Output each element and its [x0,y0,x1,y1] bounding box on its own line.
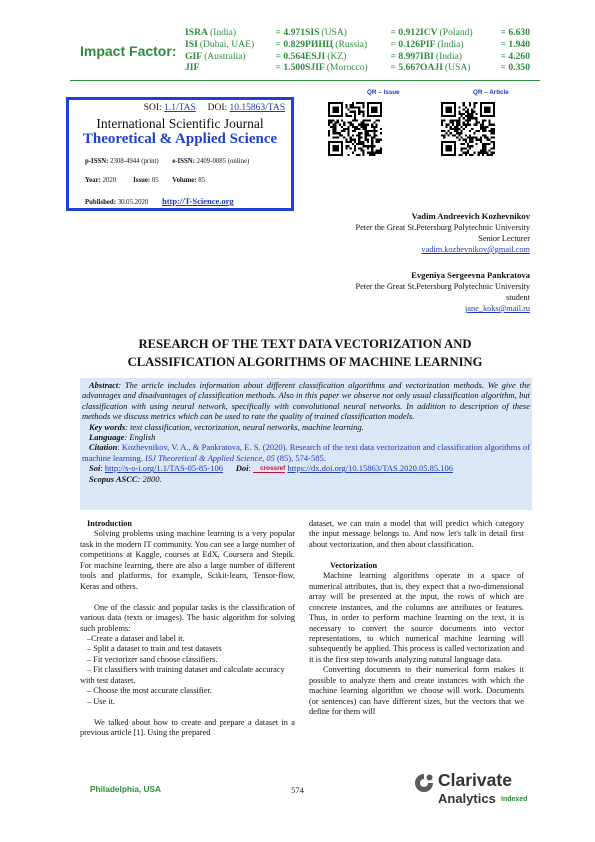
keywords-paragraph [82,422,530,432]
body-column-left [80,519,295,738]
clarivate-analytics: Analytics [438,791,496,806]
header-divider [70,80,540,81]
journal-title-line2: Theoretical & Applied Science [82,131,278,147]
year-value: 2020 [102,177,117,184]
pissn-value: 2308-4944 (print) [110,158,159,165]
abstract-block [80,378,532,510]
section-heading-introduction: Introduction [87,519,133,528]
impact-factor-row [185,62,530,74]
impact-factor-cell [185,62,305,74]
impact-factor-country: (Dubai, UAE) [199,38,255,50]
doi-short-label: Doi [235,463,249,474]
body-paragraph: Solving problems using machine learning is a very popular task in the modern IT community. You can see a large number of competitions at Kaggle, courses at EdX, Coursera and Stepik. For machine learning, there are also a large number of different tools and platforms, for example, Scikit-learn, Tensor-flow, Keras and others. [80,529,295,591]
impact-factor-country: (Australia) [204,50,246,62]
paper-title-line2: CLASSIFICATION ALGORITHMS OF MACHINE LEARNING [127,355,483,369]
impact-factor-cell [185,51,305,63]
citation-pages: (85), 574-585. [274,452,326,463]
impact-factor-cell [420,39,530,51]
identifiers-paragraph: Soi: http://s-o-i.org/1.1/TAS-05-85-106 Doi: crossref https://dx.doi.org/10.15863/TAS.2020.05.85.106 [89,463,454,474]
clarivate-badge [413,770,543,815]
author-position: Senior Lecturer [478,234,530,243]
impact-factor-index: РИНЦ [305,38,334,50]
soi-link[interactable]: 1.1/TAS [164,103,196,113]
keywords-text: : text classification, vectorization, neural networks, machine learning. [125,421,364,432]
author-2 [355,270,530,314]
impact-factor-value: = 0.126 [390,38,420,50]
year-label: Year: [85,177,101,184]
impact-factor-country: (India) [437,38,464,50]
list-item: – Fit classifiers with training dataset and calculate accuracy with test dataset. [80,665,285,685]
language-paragraph [82,432,530,442]
impact-factor-row [185,39,530,51]
body-column-right [309,519,524,718]
author-affiliation: Peter the Great St.Petersburg Polytechnic University [355,223,530,232]
soi-label: SOI: [143,103,162,113]
list-item: – Choose the most accurate classifier. [87,686,212,696]
impact-factor-cell [420,51,530,63]
abstract-paragraph [82,380,530,422]
soi-article-link[interactable]: http://s-o-i.org/1.1/TAS-05-85-106 [104,463,224,474]
impact-factor-cell [305,39,420,51]
impact-factor-value: = 0.350 [500,62,530,74]
language-label: Language [89,432,125,443]
footer-city: Philadelphia, USA [90,784,161,794]
clarivate-wordmark: Clarivate [438,770,512,790]
impact-factor-country: (Morocco) [326,62,368,74]
doi-label: DOI: [207,103,228,113]
impact-factor-country: (Poland) [439,27,473,38]
pissn-label: p-ISSN: [85,158,109,165]
body-paragraph: Converting documents to their numerical form makes it possible to analyze them and create instances with which the machine learning algorithm we choose will work. Documents (or sentences) can have different sizes, but the vectors that we define for them will [309,665,524,717]
impact-factor-index: ICV [420,27,438,38]
scopus-label: Scopus ASCC [89,473,138,484]
list-item: –Create a dataset and label it. [87,633,185,643]
citation-journal: ISJ Theoretical & Applied Science, 05 [145,452,275,463]
qr-article-code[interactable] [441,102,495,156]
volume-label: Volume: [172,177,197,184]
impact-factor-value: = 0.829 [275,38,305,50]
impact-factor-value: = 6.630 [500,27,530,38]
list-item: – Split a dataset to train and test datasets [87,644,222,654]
eissn-label: e-ISSN: [172,158,195,165]
journal-site-link[interactable]: http://T-Science.org [161,196,234,206]
issue-label: Issue: [133,177,151,184]
impact-factor-country: (Russia) [335,38,368,50]
journal-info-box [66,97,294,211]
journal-title-line1: International Scientific Journal [96,116,264,131]
impact-factor-index: GIF [185,50,203,62]
body-paragraph: One of the classic and popular tasks is the classification of various data (texts or images). The basic algorithm for solving such problems: [80,602,295,633]
impact-factor-country: (USA) [321,27,347,38]
impact-factor-table [185,27,530,74]
impact-factor-cell [420,62,530,74]
scopus-value: : 2800. [137,473,162,484]
impact-factor-index: ISRA [185,27,208,38]
impact-factor-index: JIF [185,62,200,74]
paper-title [70,335,540,371]
impact-factor-label: Impact Factor: [80,43,177,59]
abstract-label: Abstract [89,380,119,390]
crossref-logo[interactable]: crossref [253,465,285,473]
body-paragraph: We talked about how to create and prepare a dataset in a previous article [1]. Using the prepared [80,717,295,738]
impact-factor-value: = 4.260 [500,50,530,62]
body-paragraph: dataset, we can train a model that will predict which category the input message belongs to. And now let's talk in detail first about vectorization, and then about classification. [309,519,524,549]
impact-factor-index: SIS [305,27,320,38]
published-label: Published: [85,199,116,206]
impact-factor-country: (India) [435,50,462,62]
doi-article-link[interactable]: https://dx.doi.org/10.15863/TAS.2020.05.85.106 [287,463,454,474]
journal-published [85,196,234,206]
author-email-link[interactable]: vadim.kozhevnikov@gmail.com [421,245,530,254]
keywords-label: Key words [89,421,126,432]
impact-factor-row [185,27,530,39]
citation-paragraph [82,442,530,463]
impact-factor-value: = 1.500 [275,62,305,74]
impact-factor-country: (USA) [444,62,471,74]
impact-factor-value: = 8.997 [390,50,420,62]
impact-factor-index: SJIF [305,62,325,74]
author-email-link[interactable]: jane_koks@mail.ru [464,304,530,313]
page-number: 574 [291,785,304,795]
soi-short-label: Soi [89,463,101,474]
impact-factor-cell [305,27,420,39]
issue-value: 05 [151,177,159,184]
author-name: Vadim Andreevich Kozhevnikov [411,211,530,221]
body-paragraph: Machine learning algorithms operate in a space of numerical attributes, that is, they expect that a two-dimensional array will be presented at the input, the rows of which are concrete instances, and the columns are attributes or features. Thus, in order to perform machine learning on the text, it is necessary to convert the source documents into vector representations, to which numerical machine learning will subsequently be applied. This process is called vectorization and it is the first step towards analyzing natural language data. [309,571,524,664]
impact-factor-cell [305,62,420,74]
qr-issue-code[interactable] [328,102,382,156]
list-item: – Fit vectorizer sand choose classifiers. [87,654,218,664]
impact-factor-country: (KZ) [327,50,347,62]
impact-factor-country: (India) [209,27,237,38]
author-position: student [506,293,530,302]
impact-factor-cell [420,27,530,39]
impact-factor-value: = 1.940 [500,38,530,50]
impact-factor-cell [305,51,420,63]
paper-title-line1: RESEARCH OF THE TEXT DATA VECTORIZATION AND [138,337,472,351]
abstract-text: : The article includes information about different classification algorithms and vectorization methods. We give the advantages and disadvantages of classification methods. Also in this paper we observe not only usual classification algorithm, but classification with using neural network, specifically with convolutional neural networks. In addition to description of these methods we discuss metrics which can be used to rate the quality of trained classification models. [82,380,530,422]
impact-factor-cell [185,27,305,39]
impact-factor-value: = 4.971 [275,27,305,38]
scopus-paragraph [82,474,530,484]
journal-issn [85,158,249,165]
impact-factor-cell [185,39,305,51]
author-affiliation: Peter the Great St.Petersburg Polytechnic University [355,282,530,291]
author-name: Evgeniya Sergeevna Pankratova [411,270,530,280]
journal-issue-meta [85,177,205,184]
section-heading-vectorization: Vectorization [330,560,378,570]
impact-factor-row [185,51,530,63]
qr-article-label: QR – Article [473,89,509,96]
language-text: : English [124,432,156,443]
citation-text: : Kozhevnikov, V. A., & Pankratova, E. S. (2020). Research of the text data vectorization and classification algorithms of machine learning. [82,442,530,463]
impact-factor-index: IBI [420,50,434,62]
volume-value: 85 [198,177,206,184]
impact-factor-index: ESJI [305,50,326,62]
journal-identifiers [144,103,285,113]
impact-factor-index: PIF [420,38,436,50]
impact-factor-index: OAJI [420,62,443,74]
published-value: 30.05.2020 [117,199,149,206]
impact-factor-value: = 5.667 [390,62,420,74]
qr-issue-label: QR – Issue [367,89,400,96]
author-1 [355,211,530,255]
clarivate-logo-icon [413,772,435,794]
doi-link[interactable]: 10.15863/TAS [229,103,285,113]
eissn-value: 2409-0085 (online) [196,158,250,165]
impact-factor-value: = 0.912 [390,27,420,38]
impact-factor-index: ISI [185,38,198,50]
citation-label: Citation [89,442,118,453]
impact-factor-value: = 0.564 [275,50,305,62]
indexed-label: Indexed [501,796,528,803]
list-item: – Use it. [87,696,115,706]
